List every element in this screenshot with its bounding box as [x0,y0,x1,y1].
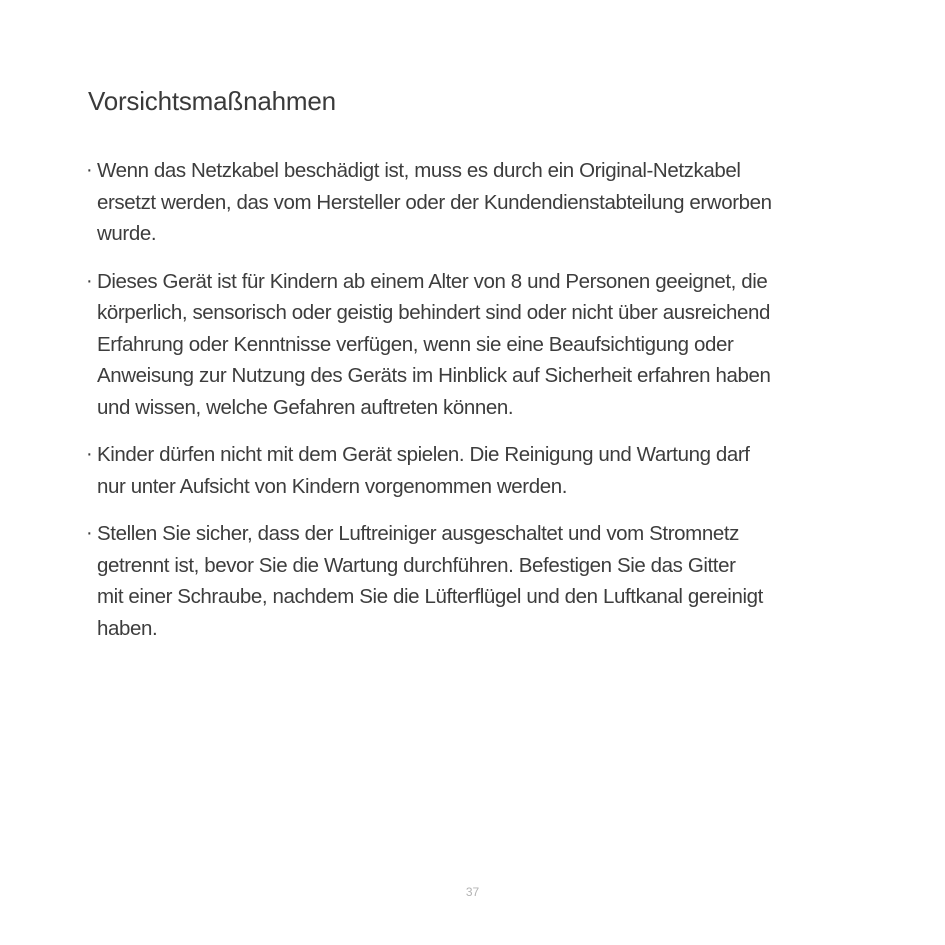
list-item-line: haben. [97,616,158,640]
list-item-line: Kinder dürfen nicht mit dem Gerät spielen. Die Reinigung und Wartung darf [97,443,750,466]
list-item [86,518,866,644]
list-item-line: mit einer Schraube, nachdem Sie die Lüfterflügel und den Luftkanal gereinigt [97,585,763,608]
list-item-line: Erfahrung oder Kenntnisse verfügen, wenn sie eine Beaufsichtigung oder [97,332,734,356]
list-item-line: körperlich, sensorisch oder geistig behindert sind oder nicht über ausreichend [97,301,771,324]
list-item [86,266,866,424]
list-item-line: und wissen, welche Gefahren auftreten können. [97,395,514,419]
list-item-line: nur unter Aufsicht von Kindern vorgenommen werden. [97,474,567,498]
bullet-point: · [86,443,93,465]
precautions-list [86,155,866,660]
list-item-line: ersetzt werden, das vom Hersteller oder der Kundendienstabteilung erworben [97,190,772,214]
list-item [86,439,866,502]
list-item [86,155,866,250]
list-item-line: Anweisung zur Nutzung des Geräts im Hinblick auf Sicherheit erfahren haben [97,364,771,387]
page-number: 37 [465,885,480,899]
bullet-point: · [86,522,93,544]
list-item-line: Dieses Gerät ist für Kindern ab einem Alter von 8 und Personen geeignet, die [97,269,768,293]
list-item-line: Stellen Sie sicher, dass der Luftreiniger ausgeschaltet und vom Stromnetz [97,522,739,545]
bullet-point: · [86,269,93,292]
bullet-point: · [86,159,93,181]
list-item-line: getrennt ist, bevor Sie die Wartung durchführen. Befestigen Sie das Gitter [97,553,736,577]
page-title: Vorsichtsmaßnahmen [88,86,336,116]
list-item-line: wurde. [97,222,157,245]
list-item-line: Wenn das Netzkabel beschädigt ist, muss es durch ein Original-Netzkabel [97,159,741,182]
